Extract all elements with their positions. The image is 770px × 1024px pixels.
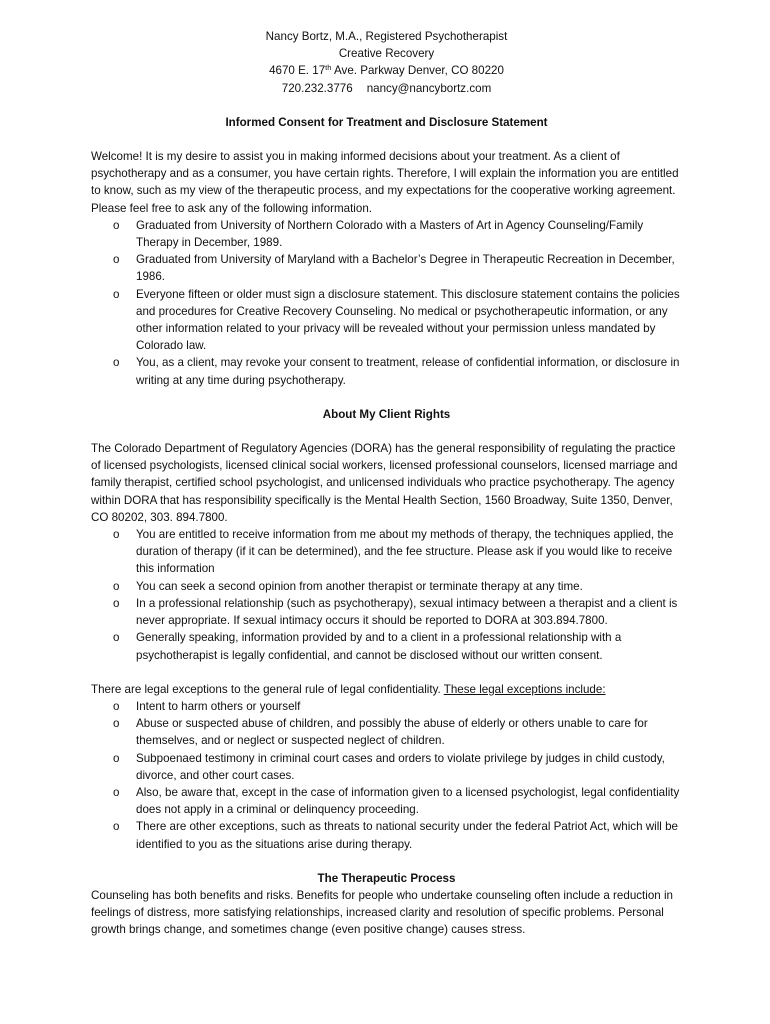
- list-item: o In a professional relationship (such as psychotherapy), sexual intimacy between a therapist and a client is never appropriate. If sexual intimacy occurs it should be reported to DORA at 303.894.7800.: [91, 595, 682, 629]
- exceptions-list: [91, 698, 682, 853]
- organization-name: Creative Recovery: [338, 47, 435, 61]
- list-item: o Also, be aware that, except in the case of information given to a licensed psychologist, legal confidentiality does not apply in a criminal or delinquency proceeding.: [91, 784, 682, 818]
- therapeutic-process-paragraph: Counseling has both benefits and risks. Benefits for people who undertake counseling often include a reduction in feelings of distress, more satisfying relationships, increased clarity and resolution of specific problems. Personal growth brings change, and sometimes change (even positive change) causes stress.: [91, 888, 673, 937]
- exceptions-paragraph: [91, 681, 682, 698]
- exceptions-intro: There are legal exceptions to the general rule of legal confidentiality.: [91, 682, 444, 696]
- credentials-list: [91, 217, 682, 389]
- list-item: o Subpoenaed testimony in criminal court cases and orders to violate privilege by judges in child custody, divorce, and other court cases.: [91, 750, 682, 784]
- therapeutic-process-heading: The Therapeutic Process: [317, 871, 456, 885]
- address-line: [91, 62, 682, 79]
- address-ordinal: th: [325, 63, 332, 73]
- list-item: o Generally speaking, information provided by and to a client in a professional relationship with a psychotherapist is legally confidential, and cannot be disclosed without our written consent.: [91, 629, 682, 663]
- address-city: Ave. Parkway Denver, CO 80220: [331, 64, 504, 78]
- client-rights-list: [91, 526, 682, 664]
- list-item: o You can seek a second opinion from another therapist or terminate therapy at any time.: [91, 578, 682, 595]
- phone-number: 720.232.3776: [281, 81, 353, 95]
- email-address: nancy@nancybortz.com: [366, 81, 492, 95]
- client-rights-heading: About My Client Rights: [322, 407, 451, 421]
- list-item: o Everyone fifteen or older must sign a disclosure statement. This disclosure statement contains the policies and procedures for Creative Recovery Counseling. No medical or psychotherapeutic information, or any other information related to your privacy will be revealed without your permission unless mandated by Colorado law.: [91, 286, 682, 355]
- contact-line: [91, 80, 682, 97]
- document-title: Informed Consent for Treatment and Disclosure Statement: [225, 115, 548, 129]
- list-item: o You are entitled to receive information from me about my methods of therapy, the techniques applied, the duration of therapy (if it can be determined), and the fee structure. Please ask if you would like to receive this information: [91, 526, 682, 578]
- dora-paragraph: The Colorado Department of Regulatory Agencies (DORA) has the general responsibility of regulating the practice of licensed psychologists, licensed clinical social workers, licensed professional counselors, licensed marriage and family therapist, certified school psychologist, and unlicensed individuals who practice psychotherapy. The agency within DORA that has responsibility specifically is the Mental Health Section, 1560 Broadway, Suite 1350, Denver, CO 80202, 303. 894.7800.: [91, 442, 678, 524]
- address-street: 4670 E. 17: [269, 64, 326, 78]
- exceptions-intro-underlined: These legal exceptions include:: [443, 682, 606, 696]
- list-item: o Abuse or suspected abuse of children, and possibly the abuse of elderly or others unable to care for themselves, and or neglect or suspected neglect of children.: [91, 715, 682, 749]
- welcome-paragraph: Welcome! It is my desire to assist you in making informed decisions about your treatment. As a client of psychotherapy and as a consumer, you have certain rights. Therefore, I will explain the information you are entitled to know, such as my view of the therapeutic process, and my expectations for the cooperative working agreement. Please feel free to ask any of the following information.: [91, 150, 679, 215]
- list-item: o Graduated from University of Northern Colorado with a Masters of Art in Agency Counseling/Family Therapy in December, 1989.: [91, 217, 682, 251]
- list-item: o Intent to harm others or yourself: [91, 698, 682, 715]
- letterhead: [91, 28, 682, 97]
- practitioner-name: Nancy Bortz, M.A., Registered Psychotherapist: [265, 30, 508, 43]
- list-item: o You, as a client, may revoke your consent to treatment, release of confidential information, or disclosure in writing at any time during psychotherapy.: [91, 354, 682, 388]
- list-item: o There are other exceptions, such as threats to national security under the federal Patriot Act, which will be identified to you as the situations arise during therapy.: [91, 818, 682, 852]
- list-item: o Graduated from University of Maryland with a Bachelor’s Degree in Therapeutic Recreation in December, 1986.: [91, 251, 682, 285]
